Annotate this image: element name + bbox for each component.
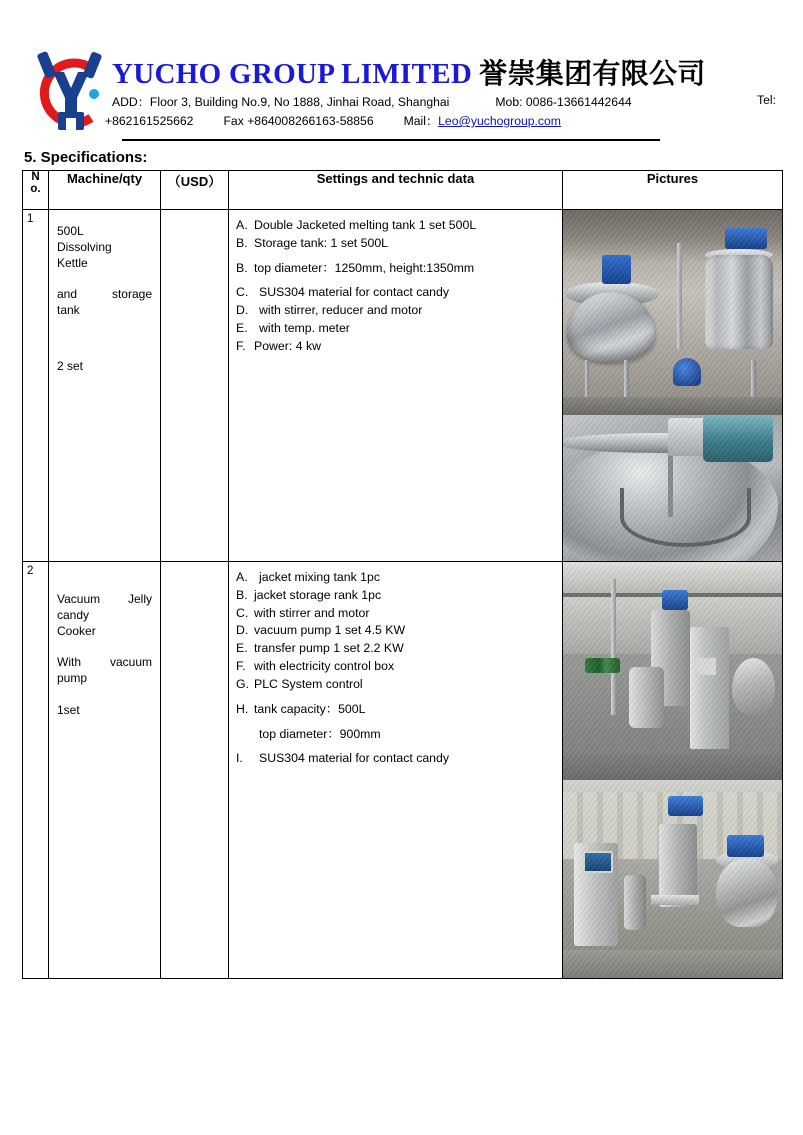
settings-item-label: G.: [236, 676, 249, 691]
settings-item-text: top diameter：900mm: [259, 726, 381, 741]
settings-item-label: B.: [236, 587, 248, 602]
settings-item-label: B.: [236, 235, 248, 250]
machine-line: 500L: [57, 224, 84, 238]
settings-item-text: with stirrer and motor: [254, 605, 370, 620]
column-header-pictures: Pictures: [563, 171, 783, 210]
mobile-value: 0086-13661442644: [525, 95, 632, 109]
machine-line: Kettle: [57, 255, 88, 270]
machine-line: and storage: [57, 287, 152, 302]
settings-item-text: jacket storage rank 1pc: [254, 587, 382, 602]
fax-label: Fax: [223, 114, 244, 128]
settings-item: [236, 302, 556, 320]
tel-value: +862161525662: [105, 114, 194, 128]
fax-value: +864008266163-58856: [247, 114, 374, 128]
machine-line: candy: [57, 607, 90, 622]
company-name-en: YUCHO GROUP LIMITED: [112, 58, 473, 90]
settings-item-label: E.: [236, 321, 248, 336]
settings-item-text: with temp. meter: [259, 321, 350, 336]
row-number: 1: [23, 210, 49, 562]
mail-link[interactable]: Leo@yuchogroup.com: [438, 114, 561, 128]
settings-item-text: tank capacity：500L: [254, 701, 366, 716]
usd-cell: [161, 562, 229, 979]
settings-item-label: F.: [236, 338, 246, 353]
row-number: 2: [23, 562, 49, 979]
kettle-interior-photo: [563, 415, 782, 561]
machine-line: Vacuum Jelly: [57, 592, 152, 606]
table-row: [23, 210, 783, 562]
settings-item-label: B.: [236, 260, 248, 275]
column-header-settings: Settings and technic data: [229, 171, 563, 210]
settings-item: [236, 338, 556, 356]
contact-line-address: [112, 93, 632, 110]
settings-item: [236, 750, 556, 768]
settings-item: [236, 658, 556, 676]
settings-item-text: with electricity control box: [254, 659, 395, 674]
settings-item-label: E.: [236, 641, 248, 656]
settings-item-text: Storage tank: 1 set 500L: [254, 235, 388, 250]
settings-item-text: SUS304 material for contact candy: [259, 751, 450, 766]
machine-cell: [49, 210, 161, 562]
settings-item-text: SUS304 material for contact candy: [259, 285, 450, 300]
machine-cell: [49, 562, 161, 979]
settings-item-text: Power: 4 kw: [254, 338, 321, 353]
tank-pair-photo: [563, 210, 782, 415]
machine-line: With vacuum: [57, 655, 152, 670]
settings-item-label: F.: [236, 659, 246, 674]
machine-line: tank: [57, 303, 80, 318]
address-label: ADD：: [112, 95, 150, 109]
machine-qty: 1set: [57, 703, 80, 718]
machine-line: Dissolving: [57, 239, 112, 254]
settings-item-text: jacket mixing tank 1pc: [259, 570, 380, 584]
usd-cell: [161, 210, 229, 562]
column-header-machine: Machine/qty: [49, 171, 161, 210]
settings-item: [236, 605, 556, 623]
settings-item: [236, 622, 556, 640]
company-title: [112, 52, 706, 92]
settings-cell: [229, 210, 563, 562]
mail-label: Mail：: [403, 114, 439, 128]
settings-item-text: with stirrer, reducer and motor: [259, 303, 423, 318]
address-value: Floor 3, Building No.9, No 1888, Jinhai Road, Shanghai: [149, 95, 450, 109]
machine-line: pump: [57, 671, 88, 686]
settings-item-label: A.: [236, 218, 248, 232]
column-header-usd: （USD）: [161, 171, 229, 210]
page-title: 5. Specifications:: [24, 149, 148, 166]
settings-item: [236, 320, 556, 338]
settings-item: [236, 284, 556, 302]
settings-item: [236, 217, 556, 235]
settings-item-text: PLC System control: [254, 676, 363, 691]
settings-item: [236, 235, 556, 253]
vacuum-cooker-plc-photo: [563, 780, 782, 978]
settings-item-label: D.: [236, 623, 249, 638]
settings-item-text: transfer pump 1 set 2.2 KW: [254, 641, 404, 656]
settings-item: [236, 701, 556, 719]
company-name-cn: 誉崇集团有限公司: [479, 57, 706, 90]
vacuum-cooker-line-photo: [563, 562, 782, 780]
header-divider: [122, 139, 660, 141]
settings-cell: [229, 562, 563, 979]
settings-item-label: C.: [236, 285, 249, 300]
letterhead: [0, 0, 803, 152]
mobile-label: Mob:: [495, 95, 523, 109]
tel-label: Tel:: [757, 93, 776, 107]
table-row: [23, 562, 783, 979]
settings-item-text: top diameter：1250mm, height:1350mm: [254, 260, 475, 275]
machine-line: Cooker: [57, 623, 96, 638]
settings-item: [236, 640, 556, 658]
table-header: [23, 171, 783, 210]
column-header-no-line1: N: [31, 171, 40, 183]
settings-item: [236, 587, 556, 605]
machine-qty: 2 set: [57, 359, 84, 374]
settings-item-label: A.: [236, 570, 248, 584]
settings-item-label: H.: [236, 701, 249, 716]
settings-item: [236, 676, 556, 694]
specifications-table: [22, 170, 783, 979]
table-body: [23, 210, 783, 979]
pictures-cell: [563, 562, 783, 979]
pictures-cell: [563, 210, 783, 562]
contact-line-tel-fax-mail: [105, 112, 561, 129]
settings-item: [236, 726, 556, 744]
column-header-no-line2: o.: [30, 183, 41, 196]
settings-item-text: vacuum pump 1 set 4.5 KW: [254, 623, 406, 638]
column-header-no: [23, 171, 49, 210]
settings-item: [236, 260, 556, 278]
settings-item-text: Double Jacketed melting tank 1 set 500L: [254, 218, 477, 232]
yucho-logo-icon: [28, 46, 114, 138]
settings-item-label: I.: [236, 751, 243, 766]
settings-item-label: D.: [236, 303, 249, 318]
settings-item-label: C.: [236, 605, 249, 620]
settings-item: [236, 569, 556, 587]
table-header-row: [23, 171, 783, 210]
